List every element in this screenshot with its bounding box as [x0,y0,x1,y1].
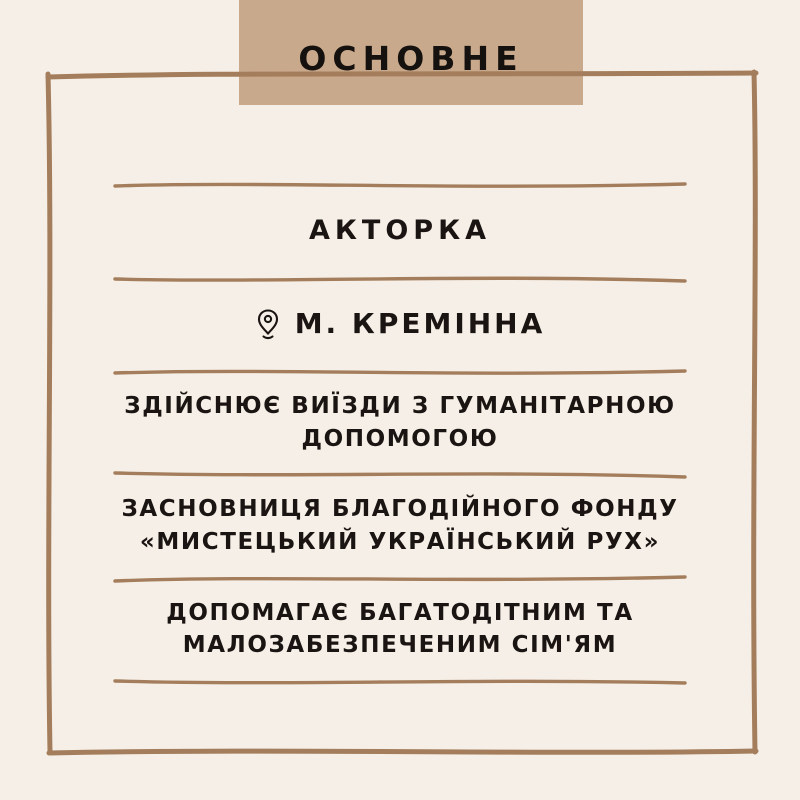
list-item-role [112,194,688,270]
aid-trips-text: ЗДІЙСНЮЄ ВИЇЗДИ З ГУМАНІТАРНОЮ ДОПОМОГОЮ [124,393,676,452]
families-text-line1: ДОПОМАГАЄ БАГАТОДІТНИМ ТА [166,599,634,626]
families-text-line2: МАЛОЗАБЕЗПЕЧЕНИМ СІМ'ЯМ [182,632,618,659]
info-card [112,176,688,690]
list-item-families [112,587,688,672]
role-text: АКТОРКА [308,215,492,246]
divider-line [112,176,688,194]
location-text: М. КРЕМІННА [294,307,546,341]
divider-line [112,362,688,380]
divider-line [112,672,688,690]
divider-line [112,465,688,483]
foundation-text-line2: «МИСТЕЦЬКИЙ УКРАЇНСЬКИЙ РУХ» [139,529,661,556]
divider-line [112,569,688,587]
list-item-location [112,288,688,362]
foundation-text-line1: ЗАСНОВНИЦЯ БЛАГОДІЙНОГО ФОНДУ [121,496,679,523]
list-item-foundation [112,483,688,568]
list-item-aid-trips [112,380,688,465]
page-title: ОСНОВНЕ [298,39,524,78]
location-pin-icon [255,308,281,340]
divider-line [112,270,688,288]
